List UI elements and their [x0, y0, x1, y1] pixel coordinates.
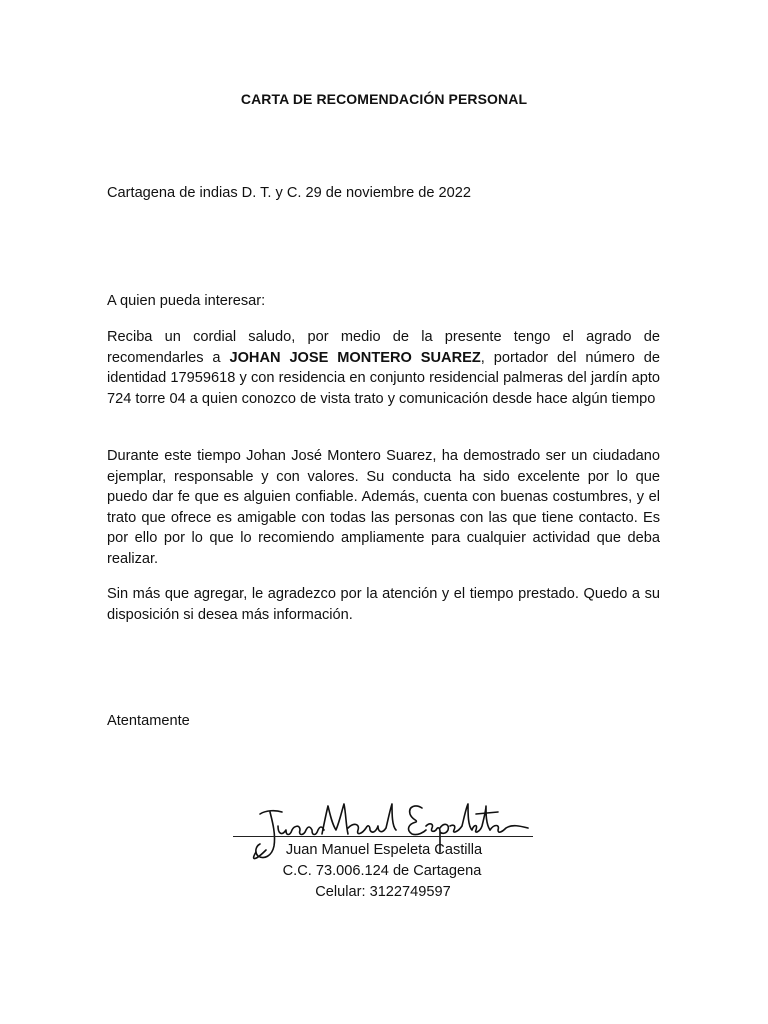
date-line: Cartagena de indias D. T. y C. 29 de noviembre de 2022 — [107, 185, 471, 201]
closing-word: Atentamente — [107, 713, 190, 729]
letter-title: CARTA DE RECOMENDACIÓN PERSONAL — [240, 91, 528, 107]
signer-name: Juan Manuel Espeleta Castilla — [285, 842, 483, 858]
signature-line — [233, 836, 533, 837]
paragraph-character: Durante este tiempo Johan José Montero Suarez, ha demostrado ser un ciudadano ejemplar, responsable y con valores. Su conducta ha sido excelente por lo que puedo dar fe que es alguien confiable. Además, cuenta con buenas costumbres, y el trato que ofrece es amigable con todas las personas con las que tiene contacto. Es por ello por lo que lo recomiendo ampliamente para cualquier actividad que deba realizar. — [107, 448, 660, 567]
salutation: A quien pueda interesar: — [107, 293, 266, 309]
recommended-person-name: JOHAN JOSE MONTERO SUAREZ — [229, 349, 481, 366]
paragraph-introduction — [107, 327, 660, 409]
signer-id-number: C.C. 73.006.124 de Cartagena — [282, 863, 482, 879]
paragraph-introduction-start: Reciba un cordial saludo, por medio de la presente tengo el agrado de recomendarles a — [107, 329, 660, 366]
paragraph-introduction-end: , portador del número de identidad 17959618 y con residencia en conjunto residencial palmeras del jardín apto 724 torre 04 a quien conozco de vista trato y comunicación desde hace algún tiempo — [107, 349, 660, 407]
paragraph-closing: Sin más que agregar, le agradezco por la atención y el tiempo prestado. Quedo a su disposición si desea más información. — [107, 586, 660, 623]
signer-phone: Celular: 3122749597 — [315, 884, 451, 900]
